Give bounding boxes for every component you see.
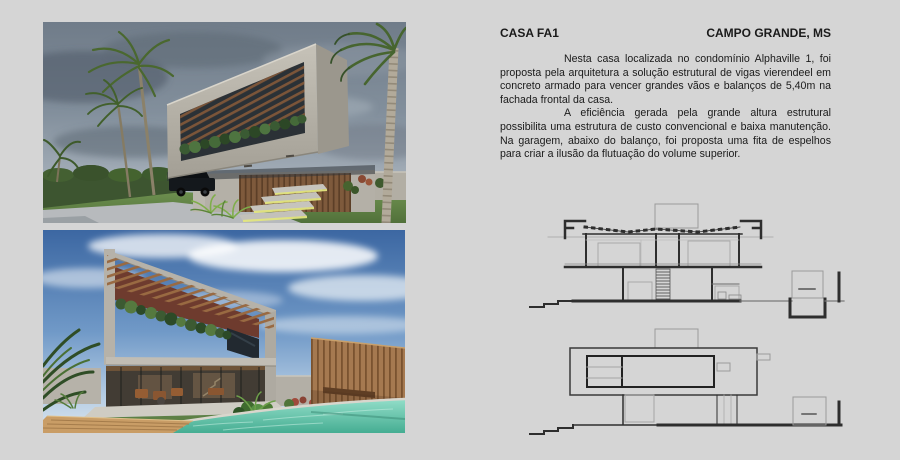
paragraph-1: Nesta casa localizada no condomínio Alphaville 1, foi proposta pela arquitetura a solução estrutural de vigas vierendeel em concreto armado para vencer grandes vãos e balanços de 5,40m na fachada frontal da casa. — [500, 53, 831, 106]
project-description — [500, 26, 831, 162]
pool-elevation — [793, 397, 826, 425]
building-section-drawing — [528, 196, 878, 328]
window-band — [587, 356, 714, 387]
pool-section — [792, 271, 823, 298]
paragraph-2: A eficiência gerada pela grande altura estrutural possibilita uma estrutura de custo convencional e baixa manutenção. Na garagem, abaixo do balanço, foi proposta uma fita de espelhos para criar a ilusão da flutuação do volume superior. — [500, 107, 831, 161]
ground-floor-interior — [106, 366, 265, 407]
section-linework — [528, 196, 878, 328]
rear-render-scene — [43, 230, 405, 433]
stair — [656, 269, 670, 301]
front-render-scene — [43, 22, 406, 223]
building-elevation-drawing — [528, 318, 878, 458]
mid-slab — [106, 357, 276, 366]
project-location: CAMPO GRANDE, MS — [706, 26, 831, 40]
document-header — [500, 26, 831, 40]
garage-opening — [625, 395, 654, 422]
project-title: CASA FA1 — [500, 26, 559, 40]
front-facade-render-photo — [43, 22, 406, 223]
elevation-linework — [528, 318, 878, 458]
description-text — [500, 53, 831, 162]
pool-rear-render-photo — [43, 230, 405, 433]
